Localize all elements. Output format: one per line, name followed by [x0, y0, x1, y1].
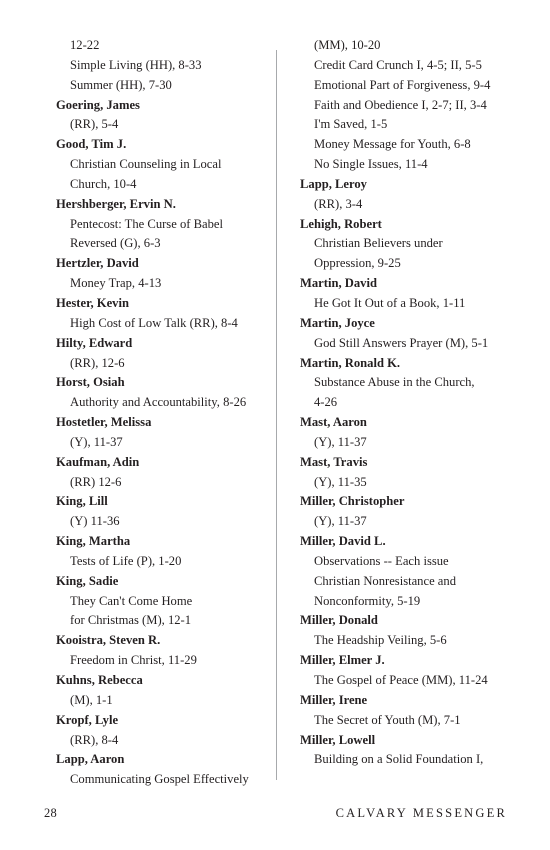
author-name: Kuhns, Rebecca [56, 673, 143, 687]
index-entry: (Y), 11-37 [70, 434, 123, 449]
index-entry: Oppression, 9-25 [314, 256, 401, 271]
index-entry: 12-22 [70, 38, 100, 52]
author-name: Miller, Lowell [300, 732, 376, 747]
index-entry: Church, 10-4 [70, 176, 137, 191]
index-entry: Faith and Obedience I, 2-7; II, 3-4 [314, 97, 487, 112]
index-entry: I'm Saved, 1-5 [314, 117, 388, 132]
index-entry: (Y) 11-36 [70, 514, 120, 529]
author-name: Martin, Joyce [300, 315, 375, 330]
index-entry: No Single Issues, 11-4 [314, 157, 428, 172]
author-name: Kropf, Lyle [56, 712, 119, 727]
author-name: King, Sadie [56, 573, 119, 588]
index-entry: (RR), 12-6 [70, 355, 125, 370]
index-entry: Summer (HH), 7-30 [70, 77, 172, 92]
index-entry: Freedom in Christ, 11-29 [70, 653, 197, 668]
index-entry: Christian Believers under [314, 236, 443, 251]
author-name: King, Lill [56, 494, 108, 509]
index-entry: Simple Living (HH), 8-33 [70, 57, 202, 72]
index-entry: (RR), 5-4 [70, 117, 119, 132]
index-entry: The Gospel of Peace (MM), 11-24 [314, 673, 488, 687]
author-name: Martin, Ronald K. [300, 355, 401, 370]
index-entry: Emotional Part of Forgiveness, 9-4 [314, 77, 491, 92]
index-entry: (MM), 10-20 [314, 38, 381, 52]
author-name: Mast, Aaron [300, 415, 367, 430]
index-entry: 4-26 [314, 395, 338, 410]
index-entry: The Secret of Youth (M), 7-1 [314, 712, 461, 727]
index-entry: Pentecost: The Curse of Babel [70, 216, 223, 231]
index-entry: Tests of Life (P), 1-20 [70, 553, 182, 568]
index-entry: Money Message for Youth, 6-8 [314, 137, 471, 152]
index-entry: (RR) 12-6 [70, 474, 122, 489]
author-name: Lapp, Aaron [56, 752, 125, 767]
index-entry: (RR), 3-4 [314, 196, 363, 211]
index-entry: Substance Abuse in the Church, [314, 375, 475, 390]
index-entry: for Christmas (M), 12-1 [70, 613, 192, 628]
author-name: Miller, Christopher [300, 494, 405, 509]
author-name: Kooistra, Steven R. [56, 633, 161, 648]
index-entry: (M), 1-1 [70, 692, 113, 707]
index-entry: Observations -- Each issue [314, 553, 449, 568]
author-name: Hershberger, Ervin N. [56, 196, 176, 211]
column-divider [276, 50, 277, 780]
index-entry: (Y), 11-37 [314, 514, 367, 529]
author-name: King, Martha [56, 534, 131, 549]
index-entry: High Cost of Low Talk (RR), 8-4 [70, 315, 238, 330]
author-name: Hilty, Edward [56, 335, 133, 350]
index-entry: (Y), 11-37 [314, 434, 367, 449]
author-name: Goering, James [56, 97, 140, 112]
author-name: Mast, Travis [300, 454, 368, 469]
author-name: Horst, Osiah [56, 375, 125, 390]
index-entry: (RR), 8-4 [70, 732, 119, 747]
index-entry: Christian Counseling in Local [70, 157, 222, 172]
author-name: Miller, David L. [300, 534, 386, 549]
author-name: Miller, Donald [300, 613, 378, 628]
author-name: Hertzler, David [56, 256, 139, 271]
index-entry: Credit Card Crunch I, 4-5; II, 5-5 [314, 57, 482, 72]
index-entry: Christian Nonresistance and [314, 573, 456, 588]
index-entry: Money Trap, 4-13 [70, 276, 162, 291]
author-name: Martin, David [300, 276, 377, 291]
author-name: Good, Tim J. [56, 137, 127, 152]
publication-name: CALVARY MESSENGER [335, 806, 507, 820]
index-column-right [300, 36, 510, 770]
author-name: Miller, Elmer J. [300, 653, 385, 668]
index-entry: They Can't Come Home [70, 593, 193, 608]
author-name: Lehigh, Robert [300, 216, 382, 231]
index-column-left [56, 36, 266, 790]
page-number: 28 [44, 806, 58, 820]
index-entry: Communicating Gospel Effectively [70, 772, 249, 787]
author-name: Lapp, Leroy [300, 176, 367, 191]
index-entry: Reversed (G), 6-3 [70, 236, 161, 251]
index-entry: Building on a Solid Foundation I, [314, 752, 484, 767]
author-name: Hostetler, Melissa [56, 415, 152, 430]
index-entry: (Y), 11-35 [314, 474, 367, 489]
author-name: Hester, Kevin [56, 295, 129, 310]
index-entry: God Still Answers Prayer (M), 5-1 [314, 335, 489, 350]
author-name: Kaufman, Adin [56, 454, 140, 469]
index-entry: He Got It Out of a Book, 1-11 [314, 295, 466, 310]
index-entry: Authority and Accountability, 8-26 [70, 395, 247, 410]
author-name: Miller, Irene [300, 692, 368, 707]
index-entry: The Headship Veiling, 5-6 [314, 633, 447, 648]
index-entry: Nonconformity, 5-19 [314, 593, 421, 608]
